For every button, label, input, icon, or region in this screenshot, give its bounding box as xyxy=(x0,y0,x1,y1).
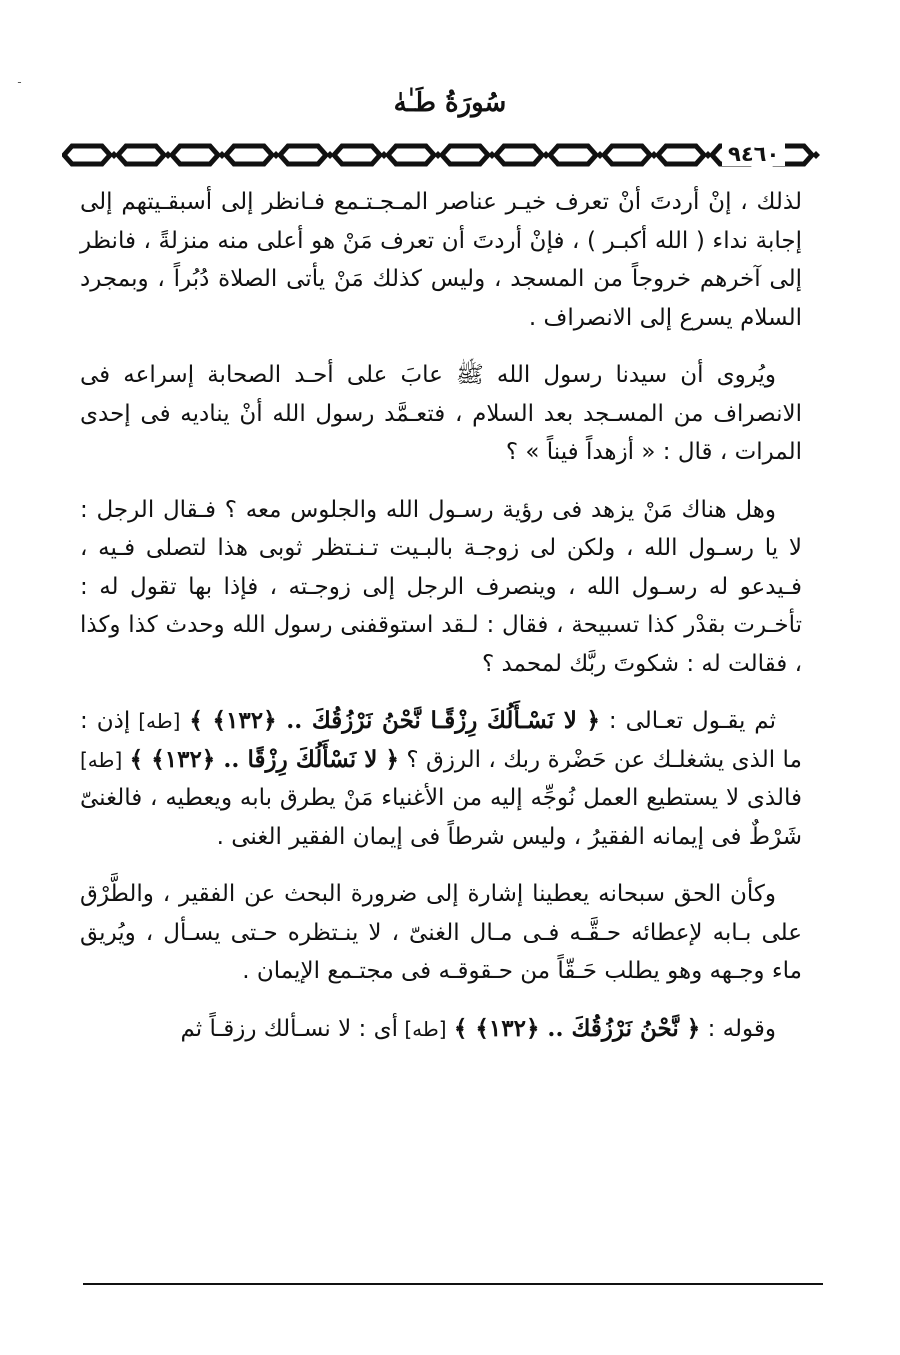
paragraph: وكأن الحق سبحانه يعطينا إشارة إلى ضرورة البحث عن الفقير ، والطَّرْق على بـابه لإعطائه حـقَّـه فـى مـال الغنىّ ، لا ينـتظره حـتى يسـأل ، ويُريق ماء وجـهه وهو يطلب حَـقّاً من حـقوقـه فى مجتـمع الإيمان . xyxy=(80,881,802,984)
chain-link xyxy=(658,146,704,164)
text-run: ثم يقـول تعـالى : xyxy=(599,708,776,734)
verse-reference: [طه] xyxy=(130,709,181,733)
quran-verse: ﴿ لا نَسْـأَلُكَ رِزْقًـا نَّحْنُ نَرْزُقُكَ .. ﴿١٣٢﴾ ﴾ xyxy=(189,707,600,734)
page-body xyxy=(80,183,802,1067)
chain-link xyxy=(280,146,326,164)
text-run: فالذى لا يستطيع العمل نُوجِّه إليه من الأغنياء مَنْ يطرق بابه ويعطيه ، فالغنىّ شَرْطٌ فى إيمانه الفقيرُ ، وليس شرطاً فى إيمان الفقير الغنى . xyxy=(80,785,802,850)
paragraph: ويُروى أن سيدنا رسول الله ﷺ عابَ على أحـد الصحابة إسراعه فى الانصراف من المسـجد بعد السلام ، فتعـمَّد رسول الله أنْ يناديه فى إحدى المرات ، قال : « أزهداً فيناً » ؟ xyxy=(80,362,802,465)
chain-link xyxy=(226,146,272,164)
verse-reference: [طه] xyxy=(398,1016,447,1041)
quran-verse: ﴿ لا نَسْأَلُكَ رِزْقًا .. ﴿١٣٢﴾ ﴾ xyxy=(129,745,399,773)
chain-link xyxy=(118,146,164,164)
chain-link xyxy=(496,146,542,164)
chain-link xyxy=(334,146,380,164)
paragraph: وهل هناك مَنْ يزهد فى رؤية رسـول الله والجلوس معه ؟ فـقال الرجل : لا يا رسـول الله ، ولكن لى زوجـة بالبـيت تـنـتظر ثوبى هذا لتصلى فـيه ، فـيدعو له رسـول الله ، وينصرف الرجل إلى زوجـته ، فإذا بها تقول له : تأخـرت بقدْر كذا تسبيحة ، فقال : لـقد استوقفنى رسول الله وحدث كذا وكذا ، فقالت له : شكوتَ ربَّك لمحمد ؟ xyxy=(80,496,802,677)
chain-link xyxy=(64,146,110,164)
chain-link xyxy=(550,146,596,164)
chain-diamond xyxy=(812,151,820,159)
paragraph xyxy=(80,1010,802,1049)
text-run: أى : لا نسـألك رزقـاً ثم xyxy=(180,1015,398,1042)
quran-verse: ﴿ نَّحْنُ نَرْزُقُكَ .. ﴿١٣٢﴾ ﴾ xyxy=(453,1014,701,1042)
surah-title: سُورَةُ طَـٰهٰ xyxy=(393,88,507,118)
chain-link xyxy=(604,146,650,164)
text-run: وقوله : xyxy=(700,1015,776,1042)
chain-link xyxy=(388,146,434,164)
footer-rule xyxy=(83,1283,823,1285)
page-number: ٩٤٦٠ xyxy=(722,142,785,166)
paragraph xyxy=(80,702,802,856)
chain-link xyxy=(172,146,218,164)
paragraph: لذلك ، إنْ أردتَ أنْ تعرف خيـر عناصر المـجـتـمع فـانظر إلى أسبقـيتهم إلى إجابة نداء ( الله أكبـر ) ، فإنْ أردتَ أن تعرف مَنْ هو أعلى منه منزلةً ، فانظر إلى آخرهم خروجاً من المسجد ، وليس كذلك مَنْ يأتى الصلاة دُبُراً ، وبمجرد السلام يسرع إلى الانصراف . xyxy=(80,189,802,331)
scan-mark: ـ xyxy=(18,75,21,86)
chain-link xyxy=(442,146,488,164)
verse-reference: [طه] xyxy=(80,747,123,772)
text-run: إذن : ما الذى يشغلـك عن حَضْرة ربك ، الرزق ؟ xyxy=(80,708,802,773)
